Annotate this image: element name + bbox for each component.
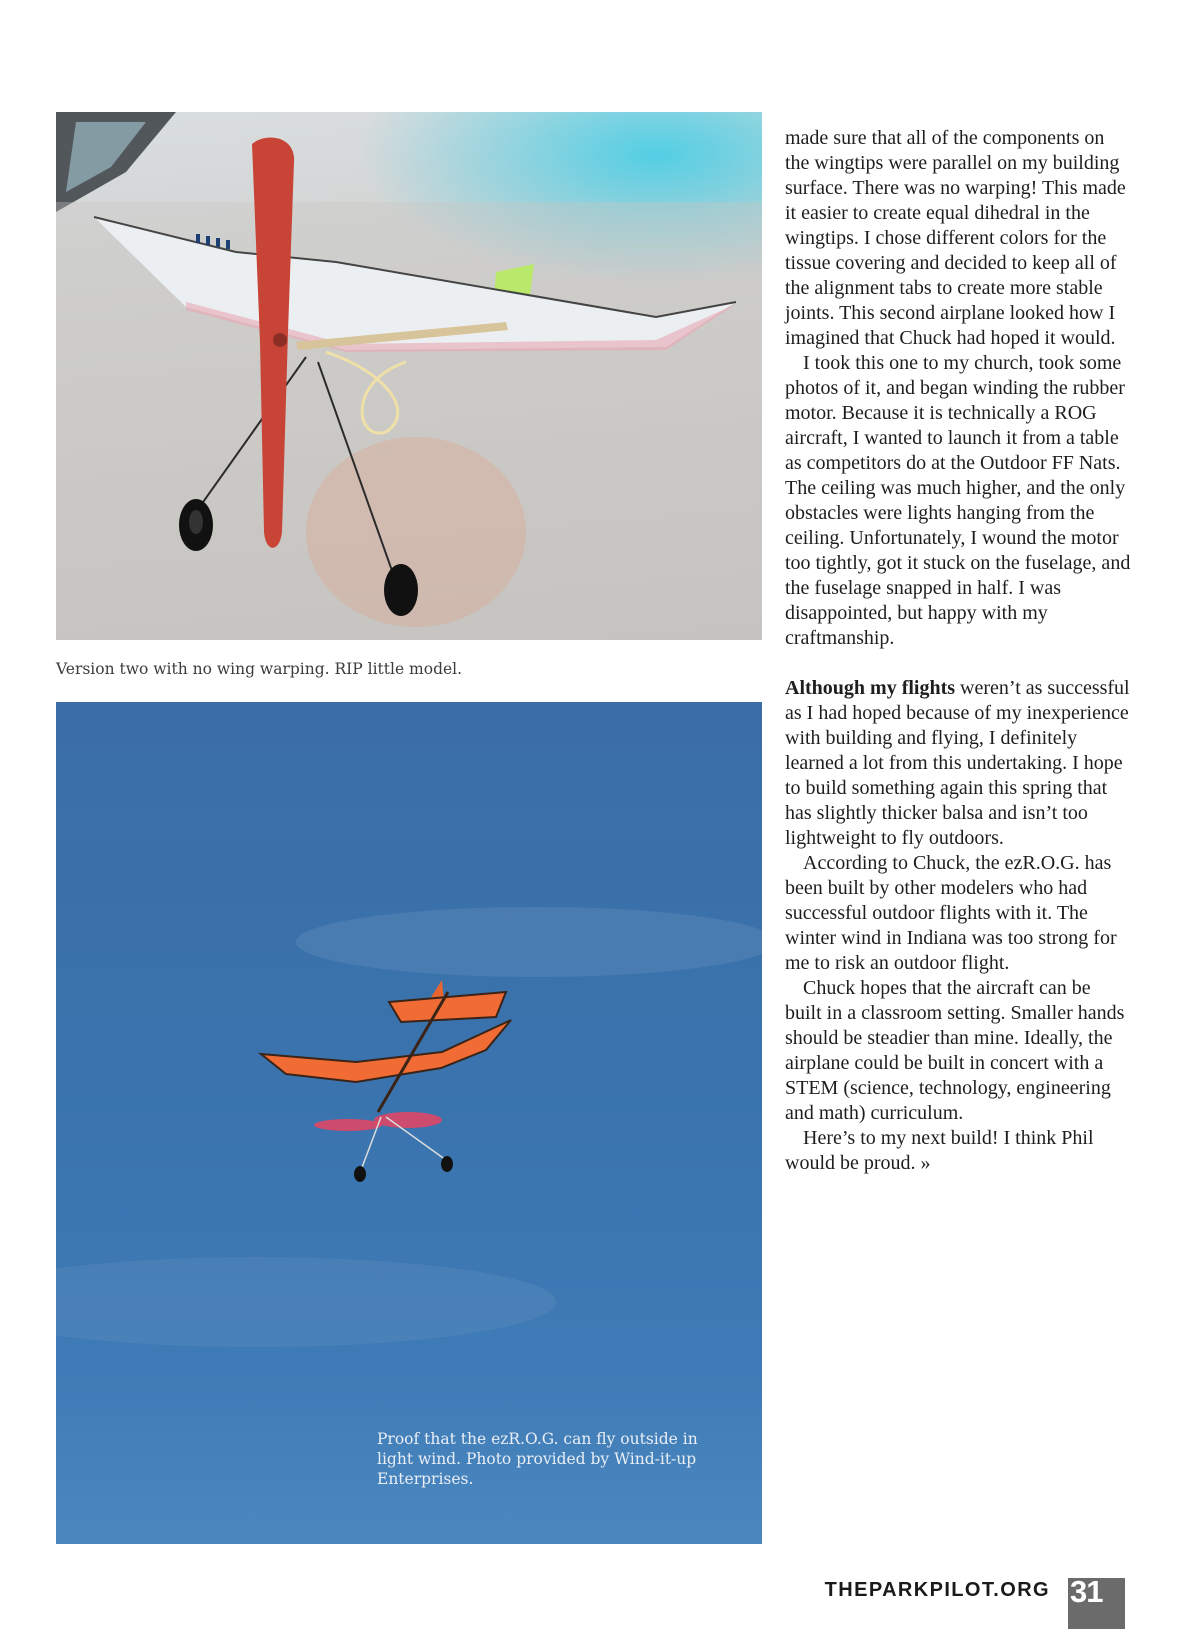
photo-airplane-on-table xyxy=(56,112,762,640)
paragraph-text: weren’t as successful as I had hoped because of my inexperience with building and flying, I definitely learned a lot from this undertaking. I hope to build something again this spring that has slightly thicker balsa and isn’t too lightweight to fly outdoors. xyxy=(785,677,1130,849)
article-paragraph xyxy=(785,676,1131,851)
paragraph-lead-in: Although my flights xyxy=(785,677,956,699)
photo-caption-top: Version two with no wing warping. RIP little model. xyxy=(56,660,463,678)
article-paragraph: According to Chuck, the ezR.O.G. has been built by other modelers who had successful outdoor flights with it. The winter wind in Indiana was too strong for me to risk an outdoor flight. xyxy=(785,852,1117,974)
page-number: 31 xyxy=(1070,1574,1103,1609)
article-paragraph: Here’s to my next build! I think Phil would be proud. » xyxy=(785,1127,1094,1174)
airplane-in-flight-illustration xyxy=(56,702,762,1544)
photo-airplane-in-flight xyxy=(56,702,762,1544)
footer-website: THEPARKPILOT.ORG xyxy=(824,1579,1050,1601)
article-paragraph: Chuck hopes that the aircraft can be built in a classroom setting. Smaller hands should be steadier than mine. Ideally, the airplane could be built in concert with a STEM (science, technology, engineering and math) curriculum. xyxy=(785,977,1125,1124)
article-body xyxy=(785,126,1131,1176)
article-paragraph: I took this one to my church, took some photos of it, and began winding the rubber motor. Because it is technically a ROG aircraft, I wanted to launch it from a table as competitors do at the Outdoor FF Nats. The ceiling was much higher, and the only obstacles were lights hanging from the ceiling. Unfortunately, I wound the motor too tightly, got it stuck on the fuselage, and the fuselage snapped in half. I was disappointed, but happy with my craftmanship. xyxy=(785,352,1131,649)
article-paragraph: made sure that all of the components on the wingtips were parallel on my building surface. There was no warping! This made it easier to create equal dihedral in the wingtips. I chose different colors for the tissue covering and decided to keep all of the alignment tabs to create more stable joints. This second airplane looked how I imagined that Chuck had hoped it would. xyxy=(785,127,1126,349)
page-number-box xyxy=(1068,1574,1125,1629)
airplane-on-table-illustration xyxy=(56,112,762,640)
photo-caption-bottom: Proof that the ezR.O.G. can fly outside in light wind. Photo provided by Wind-it-up Enterprises. xyxy=(377,1430,698,1488)
